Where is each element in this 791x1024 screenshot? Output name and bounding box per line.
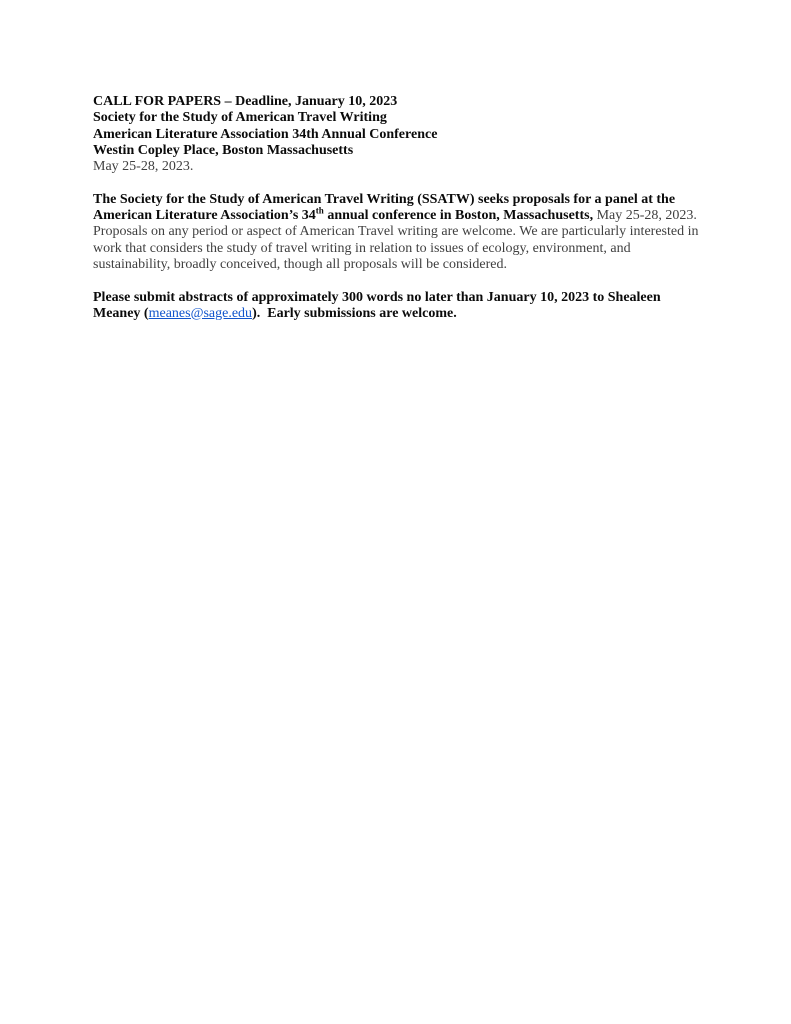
- document-header: [93, 94, 701, 175]
- text-span: CALL FOR PAPERS – Deadline, January 10, 2023: [93, 94, 398, 109]
- text-span: ). Early submissions are welcome.: [252, 305, 457, 321]
- header-line: [93, 110, 701, 126]
- document-content: [93, 94, 704, 338]
- email-link[interactable]: meanes@sage.edu: [148, 305, 253, 321]
- text-span: th: [315, 205, 324, 216]
- paragraph-submission: [93, 290, 701, 323]
- text-span: Westin Copley Place, Boston Massachusetts: [93, 142, 354, 158]
- text-span: May 25-28, 2023.: [93, 159, 194, 175]
- text-span: annual conference in Boston, Massachusetts,: [323, 208, 594, 224]
- text-span: May 25-28, 2023. Proposals on any period or aspect of American Travel writing are welcome. We are particularly interested in work that considers the study of travel writing in relation to issues of ecology, environment, and sustainability, broadly conceived, though all proposals will be considered.: [93, 208, 704, 272]
- document-body: [93, 191, 704, 322]
- header-line: [93, 94, 701, 110]
- paragraph-proposal: [93, 191, 704, 273]
- header-line: [93, 127, 701, 143]
- text-span: The Society for the Study of American Travel Writing (SSATW) seeks proposals for a panel at the American Literature Association’s 34: [93, 191, 678, 224]
- header-line: [93, 143, 701, 159]
- text-span: Please submit abstracts of approximately 300 words no later than January 10, 2023 to Shealeen Meaney (: [93, 289, 665, 321]
- text-span: Society for the Study of American Travel Writing: [93, 110, 387, 126]
- header-line: [93, 159, 701, 175]
- text-span: American Literature Association 34th Annual Conference: [93, 126, 438, 142]
